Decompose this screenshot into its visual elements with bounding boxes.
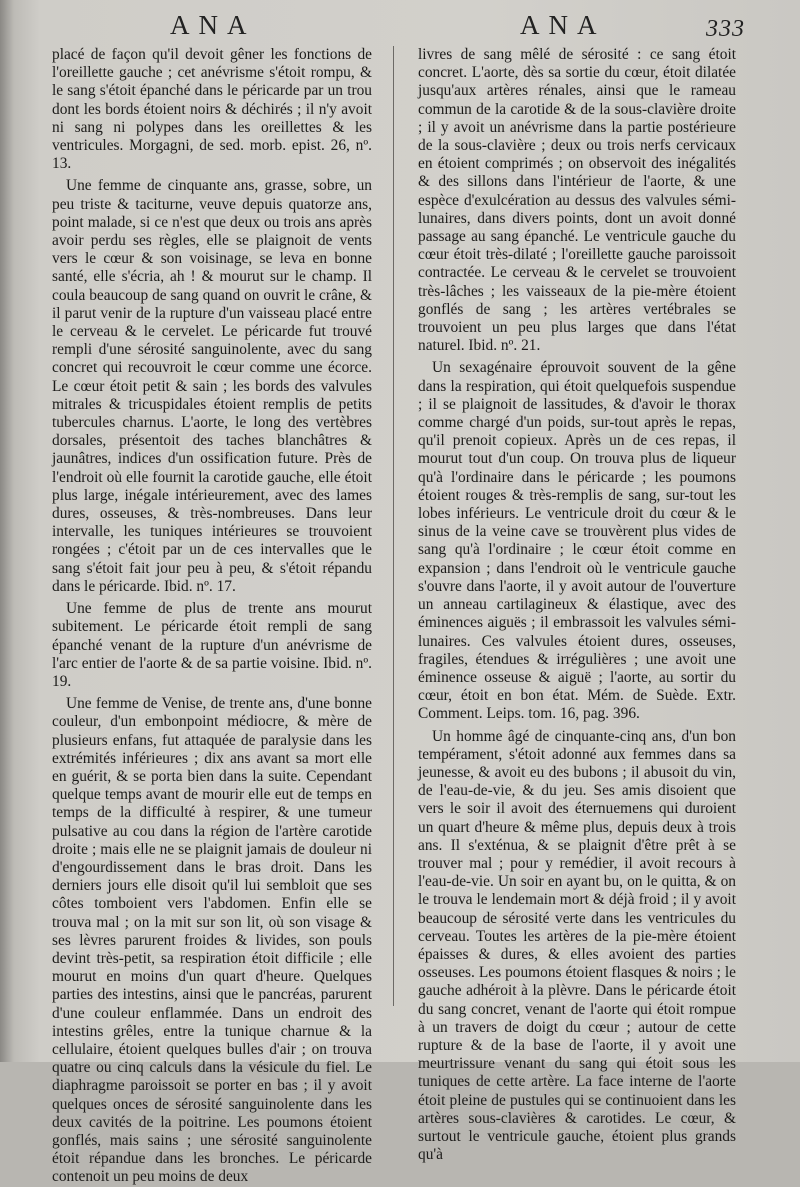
running-head-left: ANA [170, 10, 256, 40]
paragraph: livres de sang mêlé de sérosité : ce sang étoit concret. L'aorte, dès sa sortie du cœur, étoit dilatée jusqu'aux artères rénales, ainsi que le rameau commun de la carotide & de la sous-clavière droite ; il y avoit un anévrisme dans la partie postérieure de la sous-clavière ; deux ou trois nerfs cervicaux en étoient comprimés ; on observoit des inégalités & des sillons dans l'intérieur de l'aorte, & une espèce d'exulcération au dessus des valvules sémi-lunaires, dans divers points, dont un avoit donné passage au sang épanché. Le ventricule gauche du cœur étoit très-dilaté ; l'oreillette gauche paroissoit contractée. Le cerveau & le cervelet se trouvoient très-lâches ; les vaisseaux de la pie-mère étoient gonflés de sang ; les artères vertébrales se trouvoient un peu plus larges que dans l'état naturel. Ibid. nº. 21. [418, 46, 736, 355]
page-number: 333 [706, 16, 745, 42]
right-column [418, 46, 736, 1164]
paragraph: placé de façon qu'il devoit gêner les fonctions de l'oreillette gauche ; cet anévrisme s'étoit rompu, & le sang s'étoit épanché dans le péricarde par un trou dont les bords étoient noirs & déchirés ; il n'y avoit ni sang ni polypes dans les oreillettes & les ventricules. Morgagni, de sed. morb. epist. 26, nº. 13. [52, 46, 372, 173]
running-head-right: ANA [520, 10, 606, 40]
paragraph: Un homme âgé de cinquante-cinq ans, d'un bon tempérament, s'étoit adonné aux femmes dans sa jeunesse, & avoit eu des bubons ; il abusoit du vin, de l'eau-de-vie, & du jeu. Ses amis disoient que vers le soir il avoit des éternuemens qui duroient un quart d'heure & même plus, depuis deux à trois ans. Il s'exténua, & se plaignit d'être prêt à se trouver mal ; pour y remédier, il avoit recours à l'eau-de-vie. Un soir en ayant bu, on le quitta, & on le trouva le lendemain mort & déjà froid ; il y avoit beaucoup de sérosité verte dans les ventricules du cerveau. Toutes les artères de la pie-mère étoient épaisses & dures, & elles avoient des parties osseuses. Les poumons étoient flasques & noirs ; le gauche adhéroit à la plèvre. Dans le péricarde étoit du sang concret, venant de l'aorte qui étoit rompue à un travers de doigt du cœur ; autour de cette rupture & de la base de l'aorte, il y avoit une meurtrissure venant du sang qui étoit sous les tuniques de cette artère. La face interne de l'aorte étoit pleine de pustules qui se continuoient dans les artères sous-clavières & carotides. Le cœur, & surtout le ventricule gauche, étoient plus grands qu'à [418, 727, 736, 1164]
paragraph: Une femme de cinquante ans, grasse, sobre, un peu triste & taciturne, veuve depuis quatorze ans, point malade, si ce n'est que deux ou trois ans après avoir perdu ses règles, elle se plaignoit de vents vers le cœur & son voisinage, se leva en bonne santé, elle s'écria, ah ! & mourut sur le champ. Il coula beaucoup de sang quand on ouvrit le crâne, & il parut venir de la rupture d'un vaisseau placé entre le cerveau & le cervelet. Le péricarde fut trouvé rempli d'une sérosité sanguinolente, avec du sang concret qui recouvroit le cœur comme une écorce. Le cœur étoit petit & sain ; les bords des valvules mitrales & tricuspidales étoient remplis de petits tubercules charnus. L'aorte, le long des vertèbres dorsales, présentoit des taches blanchâtres & jaunâtres, indices d'un ossification future. Près de l'endroit où elle fournit la carotide gauche, elle étoit plus large, inégale intérieurement, avec des lames dures, osseuses, & très-nombreuses. Dans leur intervalle, les tuniques intérieures se trouvoient rongées ; c'étoit par un de ces intervalles que le sang s'étoit fait jour peu à peu, & s'étoit répandu dans le péricarde. Ibid. nº. 17. [52, 177, 372, 595]
paragraph: Une femme de Venise, de trente ans, d'une bonne couleur, d'un embonpoint médiocre, & mère de plusieurs enfans, fut attaquée de paralysie dans les extrémités inférieures ; dix ans avant sa mort elle en guérit, & se porta bien dans la suite. Cependant quelque temps avant de mourir elle eut de temps en temps de la difficulté à respirer, & une tumeur pulsative au cou dans la région de l'artère carotide droite ; mais elle ne se plaignit jamais de douleur ni d'engourdissement dans le bras droit. Dans les derniers jours elle disoit qu'il lui sembloit que ses côtes tomboient vers l'abdomen. Enfin elle se trouva mal ; on la mit sur son lit, où son visage & ses lèvres parurent froides & livides, son pouls devint très-petit, sa respiration étoit difficile ; elle mourut en moins d'un quart d'heure. Quelques parties des intestins, ainsi que le pancréas, parurent d'une couleur enflammée. Dans un endroit des intestins grêles, entre la tunique charnue & la cellulaire, étoient quelques bulles d'air ; on trouva quatre ou cinq calculs dans la vésicule du fiel. Le diaphragme paroissoit se porter en bas ; il y avoit quelques onces de sérosité sanguinolente dans les deux cavités de la poitrine. Les poumons étoient gonflés, mais sains ; une sérosité sanguinolente étoit répandue dans les bronches. Le péricarde contenoit un peu moins de deux [52, 695, 372, 1186]
column-divider [393, 46, 394, 1006]
left-column [52, 46, 372, 1187]
paragraph: Un sexagénaire éprouvoit souvent de la gêne dans la respiration, qui étoit quelquefois suspendue ; il se plaignoit de lassitudes, & d'avoir le thorax comme chargé d'un poids, sur-tout après le repas, qu'il prenoit copieux. Après un de ces repas, il mourut tout d'un coup. On trouva plus de liqueur qu'à l'ordinaire dans le péricarde ; les poumons étoient rouges & très-remplis de sang, sur-tout les lobes inférieurs. Le ventricule droit du cœur & le sinus de la veine cave se trouvèrent plus vides de sang qu'à l'ordinaire ; le cœur étoit comme en expansion ; dans l'endroit où le ventricule gauche s'ouvre dans l'aorte, il y avoit autour de l'ouverture un anneau cartilagineux & élastique, avec des éminences aiguës ; il embrassoit les valvules sémi-lunaires. Ces valvules étoient dures, osseuses, fragiles, étendues & irrégulières ; une avoit une éminence osseuse & aiguë ; l'aorte, au sortir du cœur, étoit en bon état. Mém. de Suède. Extr. Comment. Leips. tom. 16, pag. 396. [418, 359, 736, 723]
paragraph: Une femme de plus de trente ans mourut subitement. Le péricarde étoit rempli de sang épanché venant de la rupture d'un anévrisme de l'arc entier de l'aorte & de sa partie voisine. Ibid. nº. 19. [52, 600, 372, 690]
running-head [0, 6, 800, 46]
